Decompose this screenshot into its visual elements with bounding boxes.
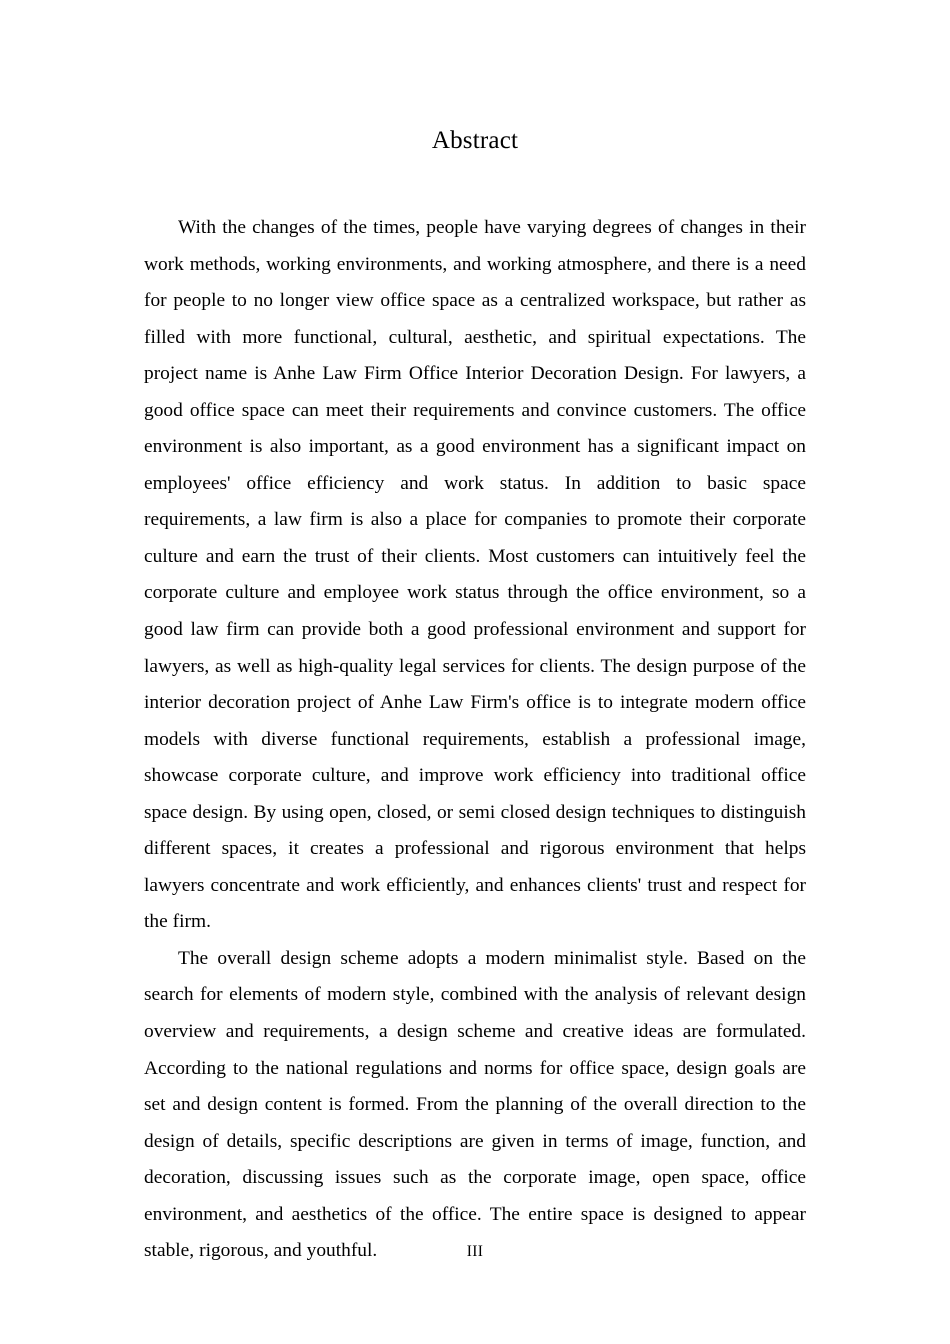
page-number-footer: III [466,1243,484,1260]
abstract-body [144,210,806,1270]
paragraph: The overall design scheme adopts a modern minimalist style. Based on the search for elements of modern style, combined with the analysis of relevant design overview and requirements, a design scheme and creative ideas are formulated. According to the national regulations and norms for office space, design goals are set and design content is formed. From the planning of the overall direction to the design of details, specific descriptions are given in terms of image, function, and decoration, discussing issues such as the corporate image, open space, office environment, and aesthetics of the office. The entire space is designed to appear stable, rigorous, and youthful. [144,947,806,1262]
page-title: Abstract [431,127,519,154]
paragraph: With the changes of the times, people have varying degrees of changes in their work methods, working environments, and working atmosphere, and there is a need for people to no longer view office space as a centralized workspace, but rather as filled with more functional, cultural, aesthetic, and spiritual expectations. The project name is Anhe Law Firm Office Interior Decoration Design. For lawyers, a good office space can meet their requirements and convince customers. The office environment is also important, as a good environment has a significant impact on employees' office efficiency and work status. In addition to basic space requirements, a law firm is also a place for companies to promote their corporate culture and earn the trust of their clients. Most customers can intuitively feel the corporate culture and employee work status through the office environment, so a good law firm can provide both a good professional environment and support for lawyers, as well as high-quality legal services for clients. The design purpose of the interior decoration project of Anhe Law Firm's office is to integrate modern office models with diverse functional requirements, establish a professional image, showcase corporate culture, and improve work efficiency into traditional office space design. By using open, closed, or semi closed design techniques to distinguish different spaces, it creates a professional and rigorous environment that helps lawyers concentrate and work efficiently, and enhances clients' trust and respect for the firm. [144,217,806,933]
